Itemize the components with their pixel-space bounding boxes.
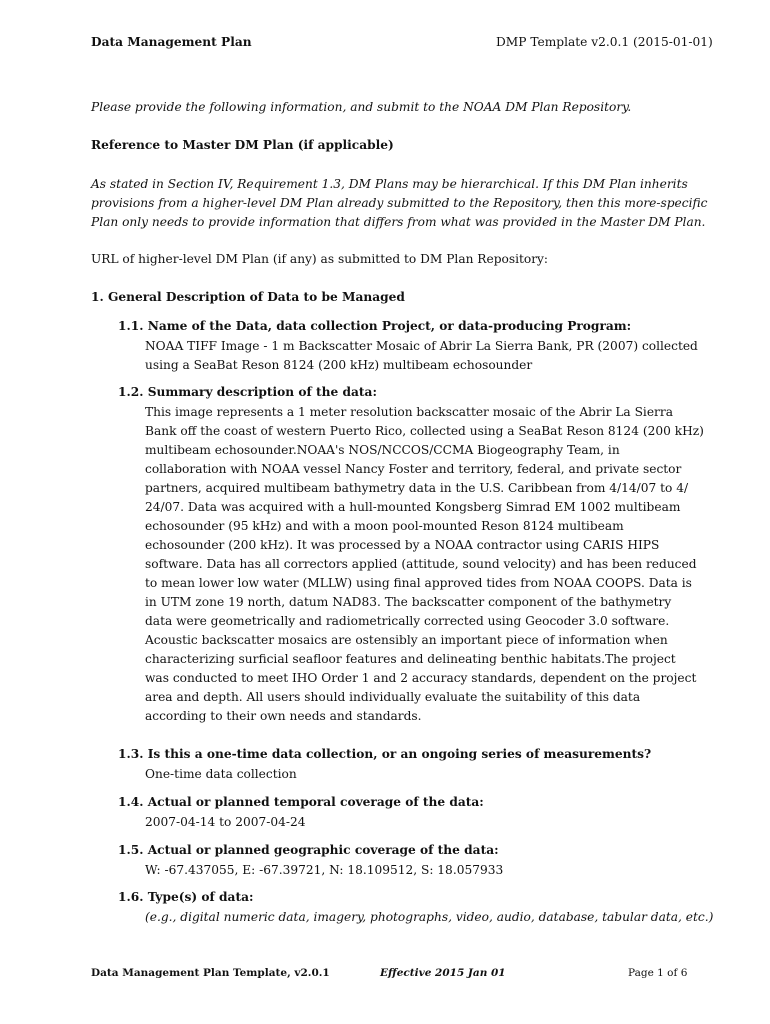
question-1-2: 1.2. Summary description of the data: — [118, 385, 377, 399]
header-template-version: DMP Template v2.0.1 (2015-01-01) — [496, 35, 713, 49]
answer-line: area and depth. All users should individually evaluate the suitability of this data — [145, 690, 641, 704]
footer-page-number: Page 1 of 6 — [628, 967, 688, 979]
reference-paragraph-line: As stated in Section IV, Requirement 1.3, DM Plans may be hierarchical. If this DM Plan inherits — [91, 177, 688, 191]
url-label: URL of higher-level DM Plan (if any) as submitted to DM Plan Repository: — [91, 252, 549, 266]
answer-line: multibeam echosounder.NOAA's NOS/NCCOS/CCMA Biogeography Team, in — [145, 443, 620, 457]
answer-line: according to their own needs and standards. — [145, 709, 422, 723]
reference-paragraph — [91, 175, 708, 232]
section-1-heading: 1. General Description of Data to be Managed — [91, 290, 405, 304]
answer-line: to mean lower low water (MLLW) using final approved tides from NOAA COOPS. Data is — [145, 576, 692, 590]
answer-line: echosounder (200 kHz). It was processed by a NOAA contractor using CARIS HIPS — [145, 538, 660, 552]
answer-1-3 — [145, 765, 685, 784]
question-1-6: 1.6. Type(s) of data: — [118, 890, 254, 904]
answer-line: Acoustic backscatter mosaics are ostensibly an important piece of information when — [145, 633, 668, 647]
answer-line: Bank off the coast of western Puerto Rico, collected using a SeaBat Reson 8124 (200 kHz) — [145, 424, 704, 438]
answer-1-6 — [145, 908, 714, 927]
reference-heading: Reference to Master DM Plan (if applicable) — [91, 138, 394, 152]
answer-1-5 — [145, 861, 685, 880]
reference-paragraph-line: Plan only needs to provide information that differs from what was provided in the Master DM Plan. — [91, 215, 706, 229]
answer-line: 24/07. Data was acquired with a hull-mounted Kongsberg Simrad EM 1002 multibeam — [145, 500, 681, 514]
answer-line: partners, acquired multibeam bathymetry data in the U.S. Caribbean from 4/14/07 to 4/ — [145, 481, 689, 495]
footer-template-name: Data Management Plan Template, v2.0.1 — [91, 967, 330, 979]
question-1-3: 1.3. Is this a one-time data collection, or an ongoing series of measurements? — [118, 747, 652, 761]
answer-1-2 — [145, 403, 704, 726]
answer-line: using a SeaBat Reson 8124 (200 kHz) multibeam echosounder — [145, 358, 533, 372]
answer-line: collaboration with NOAA vessel Nancy Foster and territory, federal, and private sector — [145, 462, 682, 476]
answer-line: (e.g., digital numeric data, imagery, photographs, video, audio, database, tabular data, etc.) — [145, 910, 714, 924]
question-1-1: 1.1. Name of the Data, data collection Project, or data-producing Program: — [118, 319, 632, 333]
question-1-4: 1.4. Actual or planned temporal coverage of the data: — [118, 795, 484, 809]
answer-line: 2007-04-14 to 2007-04-24 — [145, 815, 306, 829]
answer-line: data were geometrically and radiometrically corrected using Geocoder 3.0 software. — [145, 614, 670, 628]
answer-line: NOAA TIFF Image - 1 m Backscatter Mosaic of Abrir La Sierra Bank, PR (2007) collected — [145, 339, 698, 353]
answer-line: W: -67.437055, E: -67.39721, N: 18.109512, S: 18.057933 — [145, 863, 504, 877]
answer-line: was conducted to meet IHO Order 1 and 2 accuracy standards, dependent on the project — [145, 671, 697, 685]
answer-line: characterizing surficial seafloor features and delineating benthic habitats.The project — [145, 652, 676, 666]
header-title: Data Management Plan — [91, 35, 252, 49]
answer-line: in UTM zone 19 north, datum NAD83. The backscatter component of the bathymetry — [145, 595, 672, 609]
question-1-5: 1.5. Actual or planned geographic coverage of the data: — [118, 843, 499, 857]
footer-effective-date: Effective 2015 Jan 01 — [380, 967, 506, 979]
answer-line: One-time data collection — [145, 767, 297, 781]
answer-line: This image represents a 1 meter resolution backscatter mosaic of the Abrir La Sierra — [145, 405, 673, 419]
answer-1-4 — [145, 813, 685, 832]
intro-instruction: Please provide the following information, and submit to the NOAA DM Plan Repository. — [91, 100, 632, 114]
answer-line: echosounder (95 kHz) and with a moon pool-mounted Reson 8124 multibeam — [145, 519, 624, 533]
answer-1-1 — [145, 337, 698, 375]
reference-paragraph-line: provisions from a higher-level DM Plan already submitted to the Repository, then this more-specific — [91, 196, 708, 210]
answer-line: software. Data has all correctors applied (attitude, sound velocity) and has been reduced — [145, 557, 697, 571]
